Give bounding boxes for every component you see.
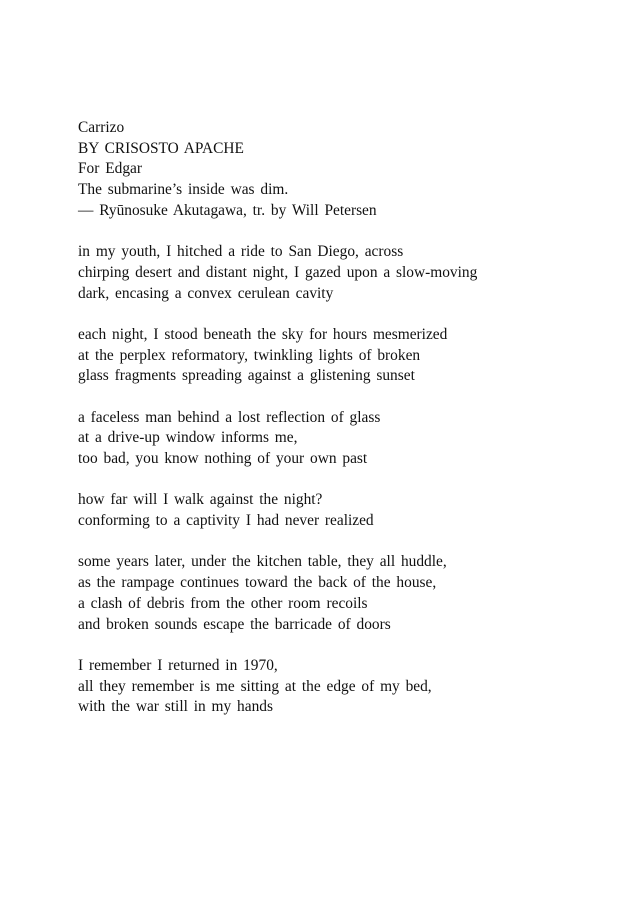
epigraph-attribution: — Ryūnosuke Akutagawa, tr. by Will Petersen (78, 201, 377, 219)
poem-line: chirping desert and distant night, I gazed upon a slow-moving (78, 263, 478, 281)
poem-line: at a drive-up window informs me, (78, 429, 298, 447)
poem-line: some years later, under the kitchen table, they all huddle, (78, 553, 447, 571)
poem-line: in my youth, I hitched a ride to San Diego, across (78, 243, 404, 261)
poem-line: a clash of debris from the other room recoils (78, 594, 368, 612)
stanza-4 (78, 490, 618, 531)
stanza-gap (78, 635, 618, 656)
poem-title: Carrizo (78, 119, 125, 136)
poem-line: and broken sounds escape the barricade of doors (78, 615, 391, 633)
poem-line: at the perplex reformatory, twinkling lights of broken (78, 346, 421, 364)
poem-line: with the war still in my hands (78, 698, 273, 716)
poem-line: too bad, you know nothing of your own past (78, 450, 368, 467)
poem-line: conforming to a captivity I had never realized (78, 512, 374, 530)
stanza-gap (78, 304, 618, 325)
poem-line: dark, encasing a convex cerulean cavity (78, 284, 334, 302)
poem-line: glass fragments spreading against a glistening sunset (78, 367, 415, 385)
stanza-3 (78, 408, 618, 470)
poem-line: a faceless man behind a lost reflection of glass (78, 408, 381, 426)
stanza-5 (78, 552, 618, 635)
poem-line: all they remember is me sitting at the edge of my bed, (78, 677, 432, 695)
poem-byline: BY CRISOSTO APACHE (78, 139, 244, 157)
epigraph-text: The submarine’s inside was dim. (78, 181, 289, 199)
stanza-gap (78, 532, 618, 553)
poem-line: as the rampage continues toward the back of the house, (78, 574, 437, 592)
poem-line: I remember I returned in 1970, (78, 656, 278, 674)
stanza-gap (78, 221, 618, 242)
poem-text (78, 118, 618, 718)
stanza-1 (78, 242, 618, 304)
stanza-2 (78, 325, 618, 387)
stanza-gap (78, 470, 618, 491)
poem-line: each night, I stood beneath the sky for hours mesmerized (78, 325, 448, 343)
stanza-gap (78, 387, 618, 408)
stanza-6 (78, 656, 618, 718)
poem-line: how far will I walk against the night? (78, 491, 323, 509)
poem-dedication: For Edgar (78, 160, 142, 178)
